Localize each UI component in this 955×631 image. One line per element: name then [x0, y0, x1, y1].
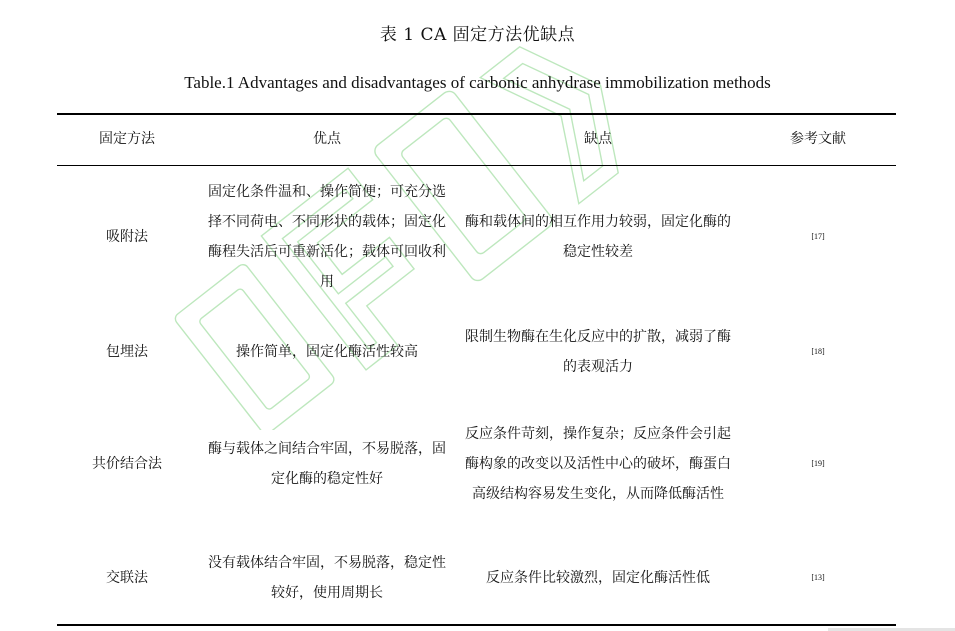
row-3-reference: [19] [811, 459, 825, 468]
row-1-reference: [17] [811, 232, 825, 241]
header-method: 固定方法 [99, 131, 155, 147]
table-top-rule [57, 113, 896, 115]
row-4-reference: [13] [811, 573, 825, 582]
row-1-disadvantages: 酶和载体间的相互作用力较弱，固定化酶的稳定性较差 [465, 214, 731, 260]
table-caption-en: Table.1 Advantages and disadvantages of carbonic anhydrase immobilization methods [184, 73, 771, 92]
table-caption-cn: 表 1 CA 固定方法优缺点 [379, 25, 576, 45]
row-3-disadvantages: 反应条件苛刻，操作复杂；反应条件会引起酶构象的改变以及活性中心的破坏，酶蛋白高级结构容易发生变化，从而降低酶活性 [465, 426, 731, 502]
row-4-method: 交联法 [106, 570, 148, 586]
header-references: 参考文献 [790, 131, 846, 147]
row-4-advantages: 没有载体结合牢固，不易脱落，稳定性较好，使用周期长 [208, 555, 446, 601]
row-1-method: 吸附法 [106, 229, 148, 245]
row-4-disadvantages: 反应条件比较激烈，固定化酶活性低 [486, 570, 710, 586]
row-2-disadvantages: 限制生物酶在生化反应中的扩散，减弱了酶的表观活力 [465, 329, 731, 375]
row-2-advantages: 操作简单，固定化酶活性较高 [236, 344, 418, 360]
header-disadvantages: 缺点 [584, 131, 612, 147]
row-3-method: 共价结合法 [92, 456, 162, 472]
table-header-rule [57, 165, 896, 166]
header-advantages: 优点 [313, 131, 341, 147]
row-2-method: 包埋法 [106, 344, 148, 360]
table-bottom-rule [57, 624, 896, 626]
row-2-reference: [18] [811, 347, 825, 356]
row-1-advantages: 固定化条件温和、操作简便；可充分选择不同荷电、不同形状的载体；固定化酶程失活后可重新活化；载体可回收利用 [208, 184, 446, 290]
row-3-advantages: 酶与载体之间结合牢固，不易脱落，固定化酶的稳定性好 [208, 441, 446, 487]
